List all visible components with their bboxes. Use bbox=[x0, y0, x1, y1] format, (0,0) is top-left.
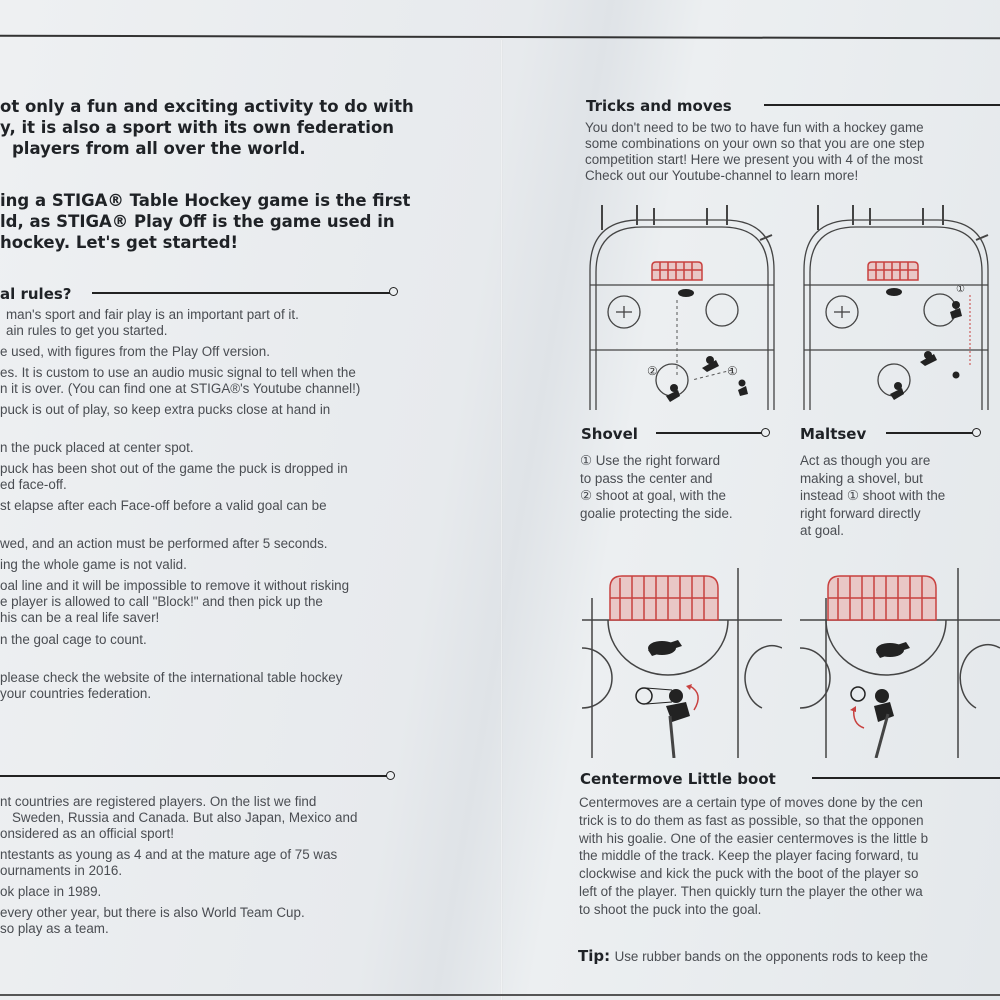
centermove-line: trick is to do them as fast as possible, so that the opponen bbox=[579, 812, 924, 828]
fact-line: every other year, but there is also World Team Cup. bbox=[0, 905, 305, 920]
centermove-line: Centermoves are a certain type of moves done by the cen bbox=[579, 795, 923, 810]
rule-line: his can be a real life saver! bbox=[0, 610, 160, 625]
rule-line: n the goal cage to count. bbox=[0, 632, 147, 647]
tricks-heading: Tricks and moves bbox=[586, 97, 732, 115]
fact-line: ok place in 1989. bbox=[0, 884, 102, 899]
rules-list bbox=[0, 307, 360, 702]
rule-line: wed, and an action must be performed after 5 seconds. bbox=[0, 536, 328, 551]
rules-heading-line bbox=[92, 292, 390, 294]
facts-heading-dot bbox=[386, 771, 395, 780]
centermove-line: left of the player. Then quickly turn the player the other wa bbox=[579, 883, 923, 899]
maltsev-line: at goal. bbox=[800, 523, 844, 538]
rule-line: ing the whole game is not valid. bbox=[0, 557, 187, 572]
intro-line: hockey. Let's get started! bbox=[0, 233, 239, 252]
centermove-heading-line bbox=[812, 777, 1000, 779]
rule-line: ed face-off. bbox=[0, 477, 67, 492]
shovel-heading: Shovel bbox=[581, 425, 638, 443]
maltsev-rink-diagram bbox=[798, 200, 1000, 410]
intro-line: players from all over the world. bbox=[12, 139, 306, 158]
rule-line: oal line and it will be impossible to remove it without risking bbox=[0, 578, 350, 593]
rule-line: e player is allowed to call "Block!" and then pick up the bbox=[0, 594, 323, 609]
facts-heading-line bbox=[0, 775, 388, 777]
rule-line: puck has been shot out of the game the puck is dropped in bbox=[0, 461, 348, 476]
rule-line: puck is out of play, so keep extra pucks close at hand in bbox=[0, 402, 331, 417]
maltsev-description bbox=[800, 452, 945, 540]
tricks-line: some combinations on your own so that you are one step bbox=[585, 136, 925, 151]
centermove-line: the middle of the track. Keep the player facing forward, tu bbox=[579, 848, 919, 864]
tricks-line: You don't need to be two to have fun with a hockey game bbox=[585, 120, 924, 135]
centermove-description bbox=[579, 794, 928, 919]
shovel-heading-dot bbox=[761, 428, 770, 437]
intro-paragraph-2 bbox=[0, 190, 410, 253]
tip-text: Use rubber bands on the opponents rods to keep the bbox=[614, 949, 928, 964]
fact-line: onsidered as an official sport! bbox=[0, 826, 174, 841]
intro-line: ot only a fun and exciting activity to do with bbox=[0, 97, 414, 116]
tricks-intro bbox=[585, 120, 924, 184]
intro-line: ld, as STIGA® Play Off is the game used in bbox=[0, 212, 395, 231]
marker-one: ① bbox=[727, 364, 738, 378]
rule-line: n it is over. (You can find one at STIGA®'s Youtube channel!) bbox=[0, 381, 361, 396]
intro-paragraph-1 bbox=[0, 96, 414, 159]
little-boot-diagram-2 bbox=[800, 568, 1000, 758]
maltsev-heading: Maltsev bbox=[800, 425, 867, 443]
rule-line: es. It is custom to use an audio music signal to tell when the bbox=[0, 365, 356, 380]
fact-line: ntestants as young as 4 and at the mature age of 75 was bbox=[0, 847, 338, 862]
rule-line: st elapse after each Face-off before a valid goal can be bbox=[0, 498, 327, 513]
marker-two: ② bbox=[647, 364, 658, 378]
tip-line bbox=[578, 947, 928, 966]
fact-line: ournaments in 2016. bbox=[0, 863, 123, 878]
shovel-line: goalie protecting the side. bbox=[580, 505, 733, 521]
centermove-line: with his goalie. One of the easier centermoves is the little b bbox=[579, 830, 929, 846]
facts-list bbox=[0, 794, 357, 937]
maltsev-line: right forward directly bbox=[800, 505, 921, 521]
rule-line: your countries federation. bbox=[0, 686, 152, 701]
shovel-line: ② shoot at goal, with the bbox=[580, 488, 726, 503]
intro-line: y, it is also a sport with its own federation bbox=[0, 118, 395, 137]
tricks-heading-line bbox=[764, 104, 1000, 106]
maltsev-line: instead ① shoot with the bbox=[800, 488, 946, 503]
maltsev-heading-dot bbox=[972, 428, 981, 437]
fact-line: nt countries are registered players. On the list we find bbox=[0, 794, 317, 809]
rule-line: man's sport and fair play is an important part of it. bbox=[6, 307, 299, 322]
marker-one: ① bbox=[956, 284, 965, 295]
centermove-line: to shoot the puck into the goal. bbox=[579, 901, 762, 917]
shovel-rink-diagram bbox=[582, 200, 782, 410]
rule-line: n the puck placed at center spot. bbox=[0, 440, 194, 455]
maltsev-line: making a shovel, but bbox=[800, 470, 923, 486]
maltsev-line: Act as though you are bbox=[800, 453, 931, 468]
intro-line: ing a STIGA® Table Hockey game is the first bbox=[0, 191, 411, 210]
fact-line: Sweden, Russia and Canada. But also Japan, Mexico and bbox=[12, 810, 358, 825]
tip-label: Tip: bbox=[578, 947, 611, 965]
rule-line: e used, with figures from the Play Off version. bbox=[0, 344, 270, 359]
centermove-line: clockwise and kick the puck with the boot of the player so bbox=[579, 866, 919, 882]
rule-line: ain rules to get you started. bbox=[6, 323, 168, 338]
maltsev-heading-line bbox=[886, 432, 974, 434]
tricks-line: Check out our Youtube-channel to learn more! bbox=[585, 168, 859, 183]
shovel-heading-line bbox=[656, 432, 762, 434]
rules-heading-dot bbox=[389, 287, 398, 296]
bottom-rule bbox=[0, 994, 1000, 996]
centermove-heading: Centermove Little boot bbox=[580, 770, 776, 788]
rule-line: please check the website of the international table hockey bbox=[0, 670, 343, 685]
tricks-line: competition start! Here we present you with 4 of the most bbox=[585, 152, 923, 167]
shovel-line: to pass the center and bbox=[580, 470, 713, 486]
shovel-line: ① Use the right forward bbox=[580, 453, 721, 468]
shovel-description bbox=[580, 452, 733, 522]
rules-heading: al rules? bbox=[0, 285, 72, 303]
little-boot-diagram-1 bbox=[582, 568, 782, 758]
fact-line: so play as a team. bbox=[0, 921, 109, 936]
page-fold bbox=[500, 40, 503, 1000]
